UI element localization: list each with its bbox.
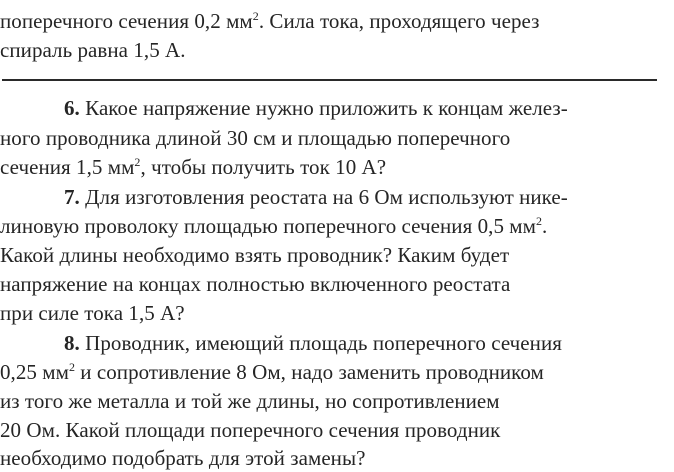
text-fragment: Для изготовления реостата на 6 Ом используют нике- (79, 185, 568, 209)
section-divider (2, 79, 657, 81)
superscript: 2 (68, 360, 75, 374)
text-line (0, 36, 186, 64)
text-fragment: и сопротивление 8 Ом, надо заменить проводником (75, 360, 544, 384)
text-fragment: сечения 1,5 мм (0, 155, 135, 179)
text-fragment: из того же металла и той же длины, но сопротивлением (0, 389, 500, 413)
problem-number: 8. (64, 331, 80, 355)
text-line (0, 387, 500, 415)
text-fragment: напряжение на концах полностью включенного реостата (0, 272, 511, 296)
text-fragment: . (542, 214, 548, 238)
problem-6-first-line (64, 94, 568, 122)
text-line (0, 270, 510, 298)
text-fragment: 20 Ом. Какой площади поперечного сечения проводник (0, 418, 501, 442)
superscript: 2 (535, 214, 543, 228)
problem-7-first-line (64, 183, 568, 211)
text-fragment: необходимо подобрать для этой замены? (0, 446, 366, 470)
text-line (0, 241, 509, 269)
problem-number: 6. (64, 96, 80, 120)
text-line (0, 299, 185, 327)
text-line (0, 444, 366, 472)
text-fragment: Какой длины необходимо взять проводник? Каким будет (0, 243, 510, 267)
text-line (0, 358, 544, 386)
text-fragment: 0,25 мм (0, 360, 69, 384)
text-fragment: . Сила тока, проходящего через (258, 9, 540, 33)
text-fragment: , чтобы получить ток 10 А? (140, 155, 387, 179)
superscript: 2 (252, 9, 259, 23)
problem-8-first-line (64, 329, 562, 357)
text-fragment: при силе тока 1,5 А? (0, 301, 185, 325)
superscript: 2 (134, 155, 141, 169)
problem-number: 7. (64, 185, 80, 209)
text-fragment: спираль равна 1,5 А. (0, 38, 186, 62)
text-line (0, 153, 386, 181)
text-fragment: Проводник, имеющий площадь поперечного сечения (79, 331, 562, 355)
text-line (0, 416, 500, 444)
text-line (0, 124, 510, 152)
text-fragment: ного проводника длиной 30 см и площадью поперечного (0, 126, 511, 150)
text-line (0, 212, 547, 240)
text-fragment: поперечного сечения 0,2 мм (0, 9, 253, 33)
text-fragment: линовую проволоку площадью поперечного сечения 0,5 мм (0, 214, 536, 238)
text-line (0, 7, 539, 35)
text-fragment: Какое напряжение нужно приложить к концам желез- (79, 96, 568, 120)
